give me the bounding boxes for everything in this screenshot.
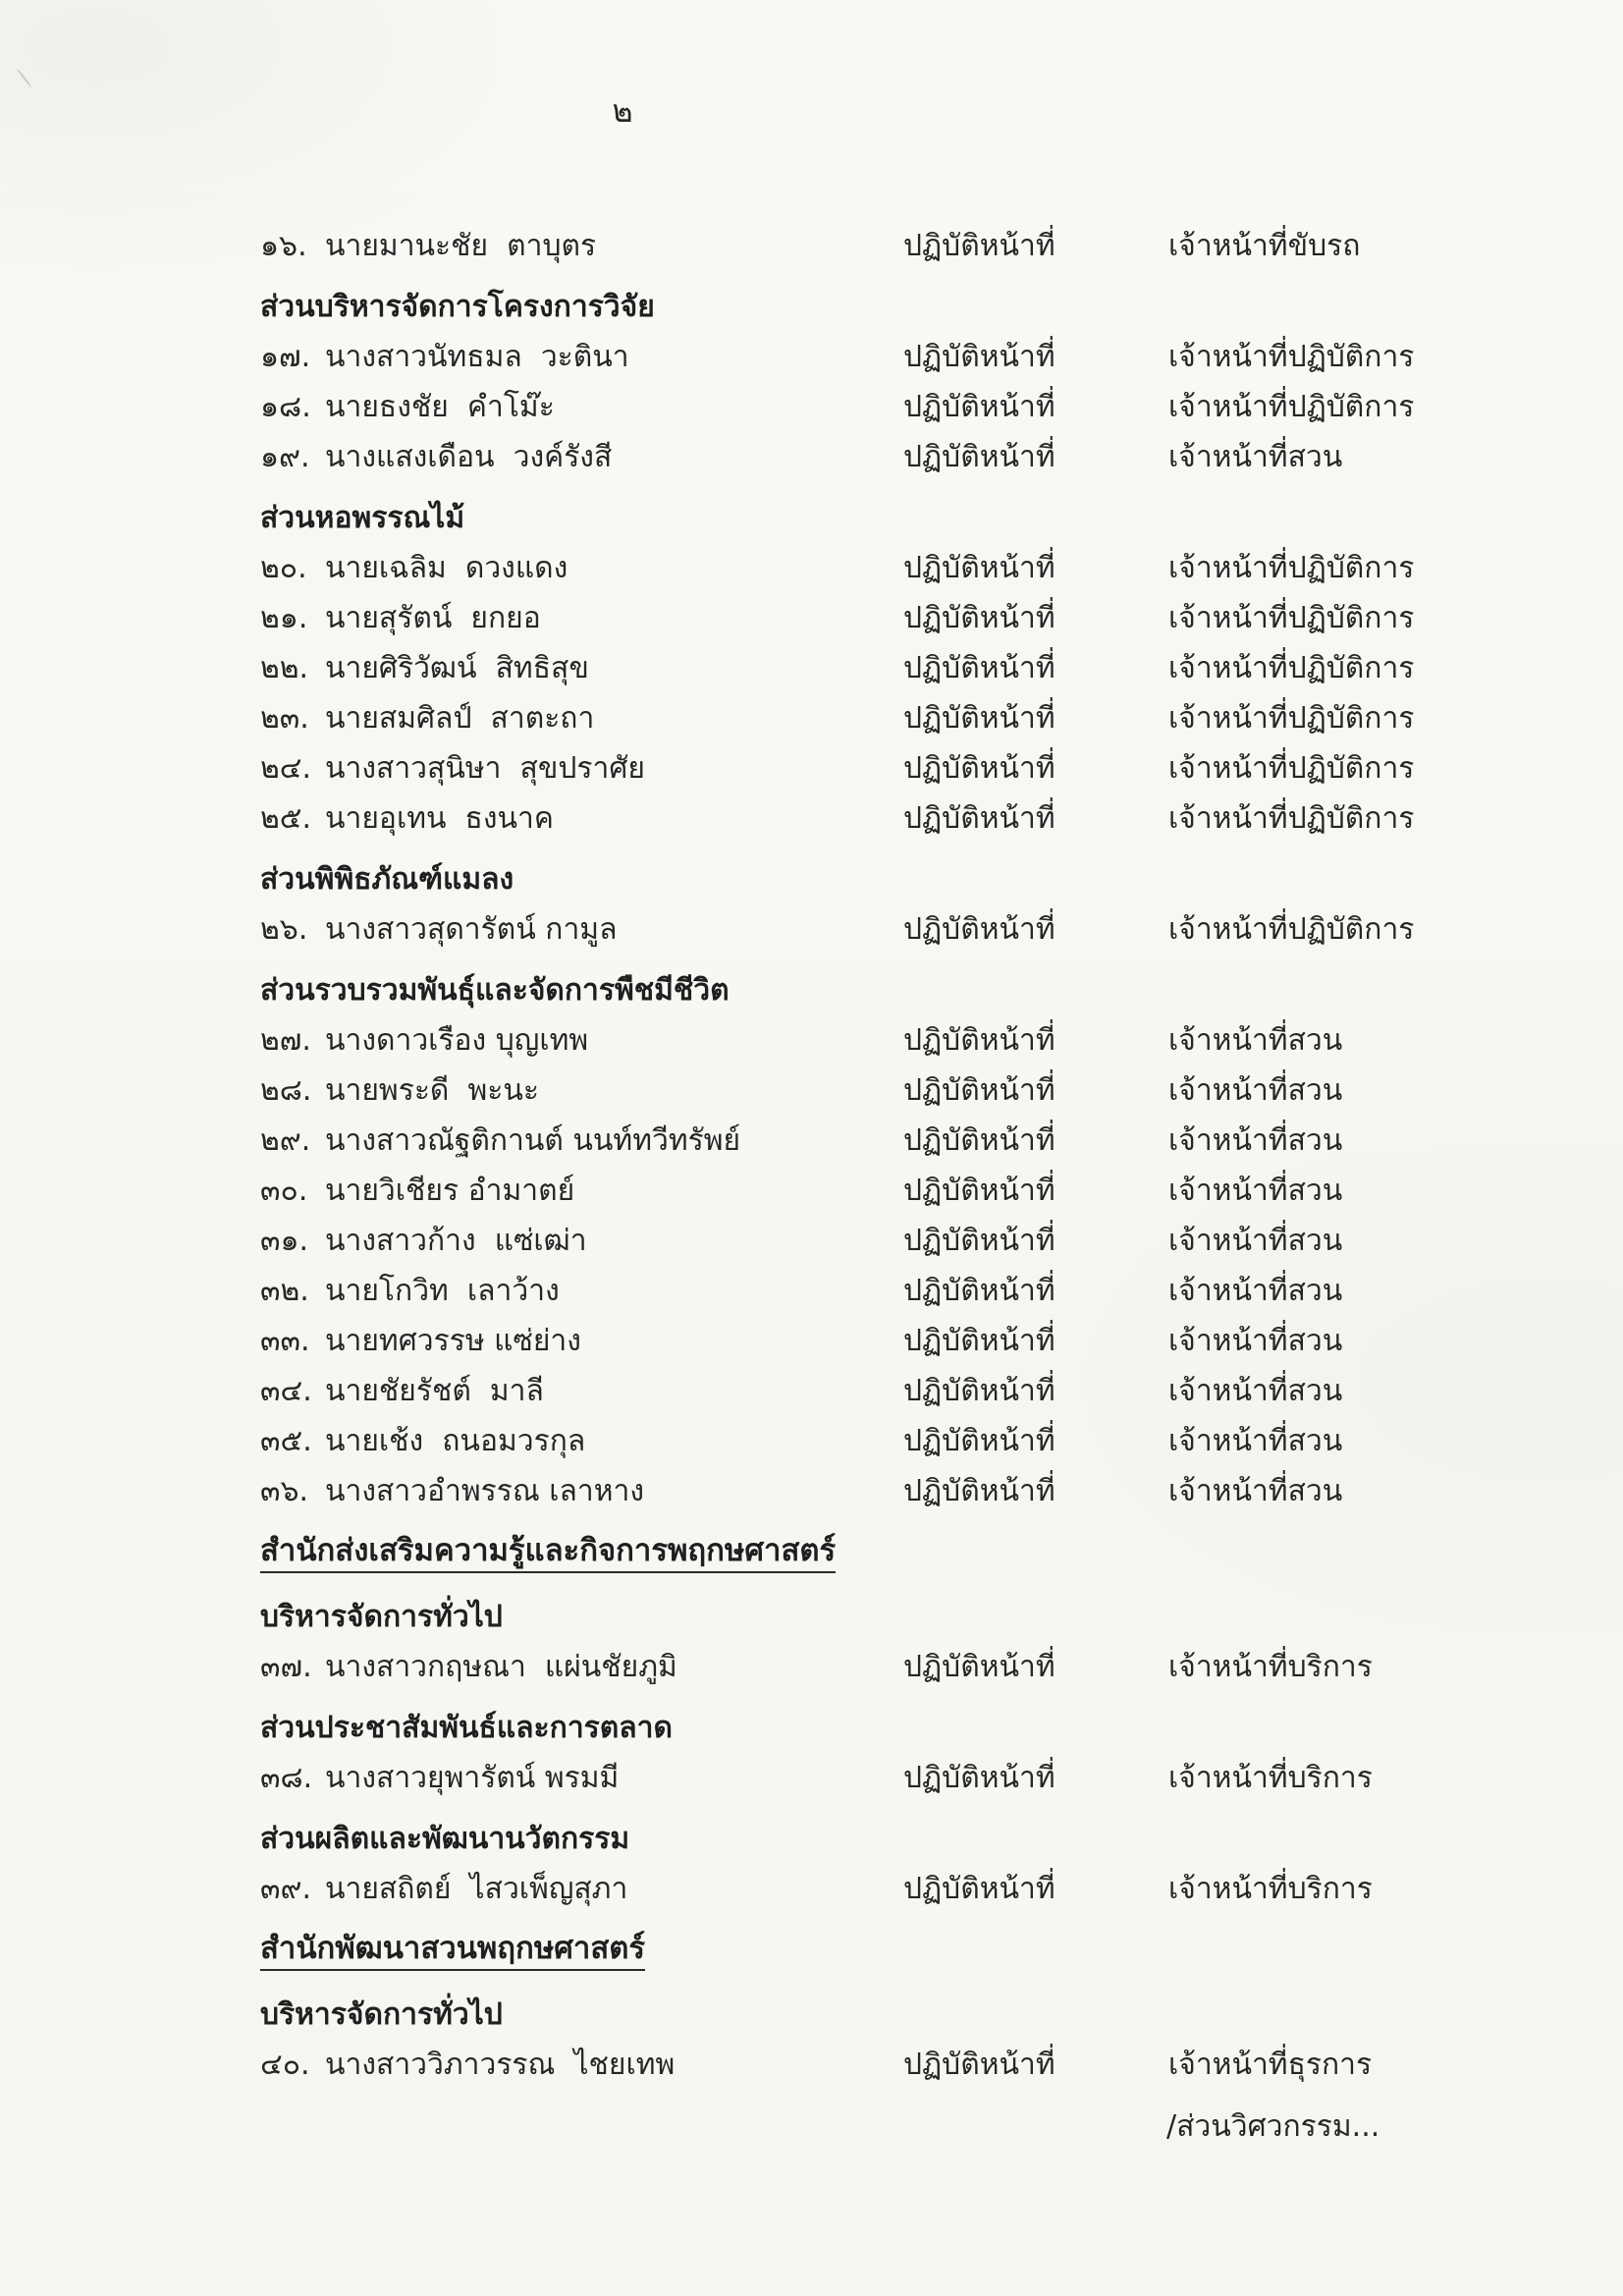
row-number: ๓๐. <box>260 1174 308 1208</box>
row-number: ๒๕. <box>260 801 312 836</box>
row-number: ๓๙. <box>260 1872 312 1906</box>
row-number: ๓๕. <box>260 1424 312 1458</box>
name-cell <box>260 438 903 477</box>
duty-cell: ปฏิบัติหน้าที่ <box>903 340 1055 374</box>
name-cell <box>260 649 903 688</box>
table-row <box>0 438 1623 488</box>
name-cell <box>260 1648 903 1687</box>
position-cell: เจ้าหน้าที่สวน <box>1168 440 1343 474</box>
row-number: ๒๙. <box>260 1123 311 1158</box>
position-cell: เจ้าหน้าที่สวน <box>1168 1123 1343 1158</box>
person-name: นายมานะชัย ตาบุตร <box>325 229 597 263</box>
duty-cell: ปฏิบัติหน้าที่ <box>903 1374 1055 1408</box>
row-number: ๓๔. <box>260 1374 312 1408</box>
table-row <box>0 910 1623 960</box>
row-number: ๓๖. <box>260 1474 309 1508</box>
section-header-label: ส่วนผลิตและพัฒนานวัตกรรม <box>260 1822 630 1856</box>
person-name: นางสาวก้าง แซ่เฒ่า <box>325 1224 587 1258</box>
person-name: นางสาวนัทธมล วะตินา <box>325 340 629 374</box>
roster <box>0 227 1623 2096</box>
table-row <box>0 649 1623 699</box>
row-number: ๒๒. <box>260 651 309 685</box>
table-row <box>0 1870 1623 1920</box>
duty-cell: ปฏิบัติหน้าที่ <box>903 1872 1055 1906</box>
row-number: ๒๐. <box>260 551 307 585</box>
position-cell: เจ้าหน้าที่ขับรถ <box>1168 229 1361 263</box>
row-number: ๓๒. <box>260 1274 309 1308</box>
section-header <box>0 970 1623 1021</box>
position-cell: เจ้าหน้าที่ปฏิบัติการ <box>1168 751 1415 786</box>
person-name: นายศิริวัฒน์ สิทธิสุข <box>325 651 589 685</box>
duty-cell: ปฏิบัติหน้าที่ <box>903 551 1055 585</box>
person-name: นายเฉลิม ดวงแดง <box>325 551 568 585</box>
section-header <box>0 859 1623 910</box>
section-header-label: สำนักส่งเสริมความรู้และกิจการพฤกษศาสตร์ <box>260 1533 836 1573</box>
section-header-label: ส่วนหอพรรณไม้ <box>260 501 465 535</box>
position-cell: เจ้าหน้าที่ธุรการ <box>1168 2048 1373 2082</box>
row-number: ๑๗. <box>260 340 311 374</box>
person-name: นางสาวสุดารัตน์ กามูล <box>325 912 618 947</box>
table-row <box>0 2046 1623 2096</box>
name-cell <box>260 699 903 738</box>
row-number: ๑๙. <box>260 440 310 474</box>
person-name: นายโกวิท เลาว้าง <box>325 1274 560 1308</box>
duty-cell: ปฏิบัติหน้าที่ <box>903 440 1055 474</box>
name-cell <box>260 549 903 588</box>
position-cell: เจ้าหน้าที่สวน <box>1168 1324 1343 1358</box>
position-cell: เจ้าหน้าที่สวน <box>1168 1023 1343 1058</box>
section-header-label: สำนักพัฒนาสวนพฤกษศาสตร์ <box>260 1931 645 1971</box>
position-cell: เจ้าหน้าที่สวน <box>1168 1474 1343 1508</box>
duty-cell: ปฏิบัติหน้าที่ <box>903 1123 1055 1158</box>
person-name: นายทศวรรษ แซ่ย่าง <box>325 1324 581 1358</box>
duty-cell: ปฏิบัติหน้าที่ <box>903 1650 1055 1684</box>
duty-cell: ปฏิบัติหน้าที่ <box>903 701 1055 736</box>
position-cell: เจ้าหน้าที่ปฏิบัติการ <box>1168 701 1415 736</box>
position-cell: เจ้าหน้าที่ปฏิบัติการ <box>1168 801 1415 836</box>
row-number: ๒๗. <box>260 1023 311 1058</box>
name-cell <box>260 1759 903 1798</box>
position-cell: เจ้าหน้าที่สวน <box>1168 1224 1343 1258</box>
section-header-label: ส่วนประชาสัมพันธ์และการตลาด <box>260 1711 673 1745</box>
person-name: นายสุรัตน์ ยกยอ <box>325 601 541 635</box>
position-cell: เจ้าหน้าที่ปฏิบัติการ <box>1168 390 1415 424</box>
table-row <box>0 1021 1623 1071</box>
row-number: ๑๘. <box>260 390 311 424</box>
person-name: นายชัยรัชต์ มาลี <box>325 1374 544 1408</box>
duty-cell: ปฏิบัติหน้าที่ <box>903 1274 1055 1308</box>
person-name: นางสาวกฤษณา แผ่นชัยภูมิ <box>325 1650 677 1684</box>
person-name: นายอุเทน ธงนาค <box>325 801 554 836</box>
table-row <box>0 338 1623 388</box>
continuation-note: /ส่วนวิศวกรรม... <box>1166 2109 1380 2144</box>
person-name: นางสาววิภาวรรณ ไชยเทพ <box>325 2048 676 2082</box>
person-name: นางสาวอำพรรณ เลาหาง <box>325 1474 644 1508</box>
position-cell: เจ้าหน้าที่ปฏิบัติการ <box>1168 340 1415 374</box>
name-cell <box>260 799 903 839</box>
table-row <box>0 549 1623 599</box>
duty-cell: ปฏิบัติหน้าที่ <box>903 751 1055 786</box>
duty-cell: ปฏิบัติหน้าที่ <box>903 1224 1055 1258</box>
position-cell: เจ้าหน้าที่ปฏิบัติการ <box>1168 551 1415 585</box>
position-cell: เจ้าหน้าที่สวน <box>1168 1374 1343 1408</box>
table-row <box>0 1759 1623 1809</box>
name-cell <box>260 910 903 950</box>
table-row <box>0 749 1623 799</box>
name-cell <box>260 1172 903 1211</box>
position-cell: เจ้าหน้าที่ปฏิบัติการ <box>1168 601 1415 635</box>
section-header-label: ส่วนบริหารจัดการโครงการวิจัย <box>260 290 655 324</box>
section-header-label: บริหารจัดการทั่วไป <box>260 1997 503 2032</box>
duty-cell: ปฏิบัติหน้าที่ <box>903 1174 1055 1208</box>
name-cell <box>260 1121 903 1161</box>
section-header <box>0 1708 1623 1759</box>
position-cell: เจ้าหน้าที่ปฏิบัติการ <box>1168 651 1415 685</box>
table-row <box>0 1648 1623 1698</box>
duty-cell: ปฏิบัติหน้าที่ <box>903 601 1055 635</box>
person-name: นายวิเชียร อำมาตย์ <box>325 1174 575 1208</box>
table-row <box>0 227 1623 277</box>
person-name: นางสาวยุพารัตน์ พรมมี <box>325 1761 620 1795</box>
position-cell: เจ้าหน้าที่สวน <box>1168 1274 1343 1308</box>
name-cell <box>260 1222 903 1261</box>
person-name: นางสาวณัฐติกานต์ นนท์ทวีทรัพย์ <box>325 1123 741 1158</box>
table-row <box>0 699 1623 749</box>
row-number: ๓๓. <box>260 1324 310 1358</box>
row-number: ๒๓. <box>260 701 309 736</box>
row-number: ๑๖. <box>260 229 307 263</box>
person-name: นายธงชัย คำโม๊ะ <box>325 390 555 424</box>
person-name: นางสาวสุนิษา สุขปราศัย <box>325 751 645 786</box>
position-cell: เจ้าหน้าที่บริการ <box>1168 1872 1373 1906</box>
person-name: นายสถิตย์ ไสวเพ็ญสุภา <box>325 1872 628 1906</box>
person-name: นางแสงเดือน วงค์รังสี <box>325 440 613 474</box>
position-cell: เจ้าหน้าที่ปฏิบัติการ <box>1168 912 1415 947</box>
duty-cell: ปฏิบัติหน้าที่ <box>903 1324 1055 1358</box>
section-header <box>0 1530 1623 1587</box>
table-row <box>0 388 1623 438</box>
name-cell <box>260 1272 903 1311</box>
section-header-label: บริหารจัดการทั่วไป <box>260 1600 503 1634</box>
table-row <box>0 1472 1623 1522</box>
name-cell <box>260 338 903 377</box>
section-header <box>0 498 1623 549</box>
person-name: นายเช้ง ถนอมวรกุล <box>325 1424 586 1458</box>
table-row <box>0 1422 1623 1472</box>
name-cell <box>260 1870 903 1909</box>
position-cell: เจ้าหน้าที่บริการ <box>1168 1761 1373 1795</box>
position-cell: เจ้าหน้าที่สวน <box>1168 1174 1343 1208</box>
name-cell <box>260 388 903 427</box>
name-cell <box>260 749 903 789</box>
duty-cell: ปฏิบัติหน้าที่ <box>903 912 1055 947</box>
row-number: ๓๘. <box>260 1761 313 1795</box>
person-name: นางดาวเรือง บุญเทพ <box>325 1023 589 1058</box>
row-number: ๒๘. <box>260 1073 312 1108</box>
duty-cell: ปฏิบัติหน้าที่ <box>903 1023 1055 1058</box>
section-header <box>0 1928 1623 1985</box>
table-row <box>0 1272 1623 1322</box>
duty-cell: ปฏิบัติหน้าที่ <box>903 1424 1055 1458</box>
person-name: นายพระดี พะนะ <box>325 1073 539 1108</box>
name-cell <box>260 227 903 266</box>
section-header-label: ส่วนพิพิธภัณฑ์แมลง <box>260 862 514 897</box>
table-row <box>0 599 1623 649</box>
table-row <box>0 1222 1623 1272</box>
section-header <box>0 287 1623 338</box>
duty-cell: ปฏิบัติหน้าที่ <box>903 801 1055 836</box>
person-name: นายสมศิลป์ สาตะถา <box>325 701 595 736</box>
table-row <box>0 1372 1623 1422</box>
name-cell <box>260 2046 903 2085</box>
position-cell: เจ้าหน้าที่สวน <box>1168 1073 1343 1108</box>
duty-cell: ปฏิบัติหน้าที่ <box>903 1474 1055 1508</box>
name-cell <box>260 1071 903 1111</box>
table-row <box>0 1071 1623 1121</box>
duty-cell: ปฏิบัติหน้าที่ <box>903 1073 1055 1108</box>
table-row <box>0 799 1623 849</box>
row-number: ๔๐. <box>260 2048 310 2082</box>
section-header <box>0 1819 1623 1870</box>
row-number: ๓๗. <box>260 1650 312 1684</box>
section-header <box>0 1995 1623 2046</box>
section-header <box>0 1597 1623 1648</box>
duty-cell: ปฏิบัติหน้าที่ <box>903 1761 1055 1795</box>
duty-cell: ปฏิบัติหน้าที่ <box>903 229 1055 263</box>
row-number: ๓๑. <box>260 1224 309 1258</box>
duty-cell: ปฏิบัติหน้าที่ <box>903 2048 1055 2082</box>
position-cell: เจ้าหน้าที่บริการ <box>1168 1650 1373 1684</box>
table-row <box>0 1322 1623 1372</box>
table-row <box>0 1172 1623 1222</box>
name-cell <box>260 1422 903 1461</box>
name-cell <box>260 1021 903 1061</box>
section-header-label: ส่วนรวบรวมพันธุ์และจัดการพืชมีชีวิต <box>260 973 730 1008</box>
duty-cell: ปฏิบัติหน้าที่ <box>903 390 1055 424</box>
row-number: ๒๔. <box>260 751 312 786</box>
name-cell <box>260 1372 903 1411</box>
row-number: ๒๑. <box>260 601 308 635</box>
scan-artifact <box>15 68 32 88</box>
name-cell <box>260 599 903 638</box>
duty-cell: ปฏิบัติหน้าที่ <box>903 651 1055 685</box>
name-cell <box>260 1472 903 1511</box>
row-number: ๒๖. <box>260 912 308 947</box>
position-cell: เจ้าหน้าที่สวน <box>1168 1424 1343 1458</box>
name-cell <box>260 1322 903 1361</box>
table-row <box>0 1121 1623 1172</box>
page-number: ๒ <box>612 92 633 130</box>
